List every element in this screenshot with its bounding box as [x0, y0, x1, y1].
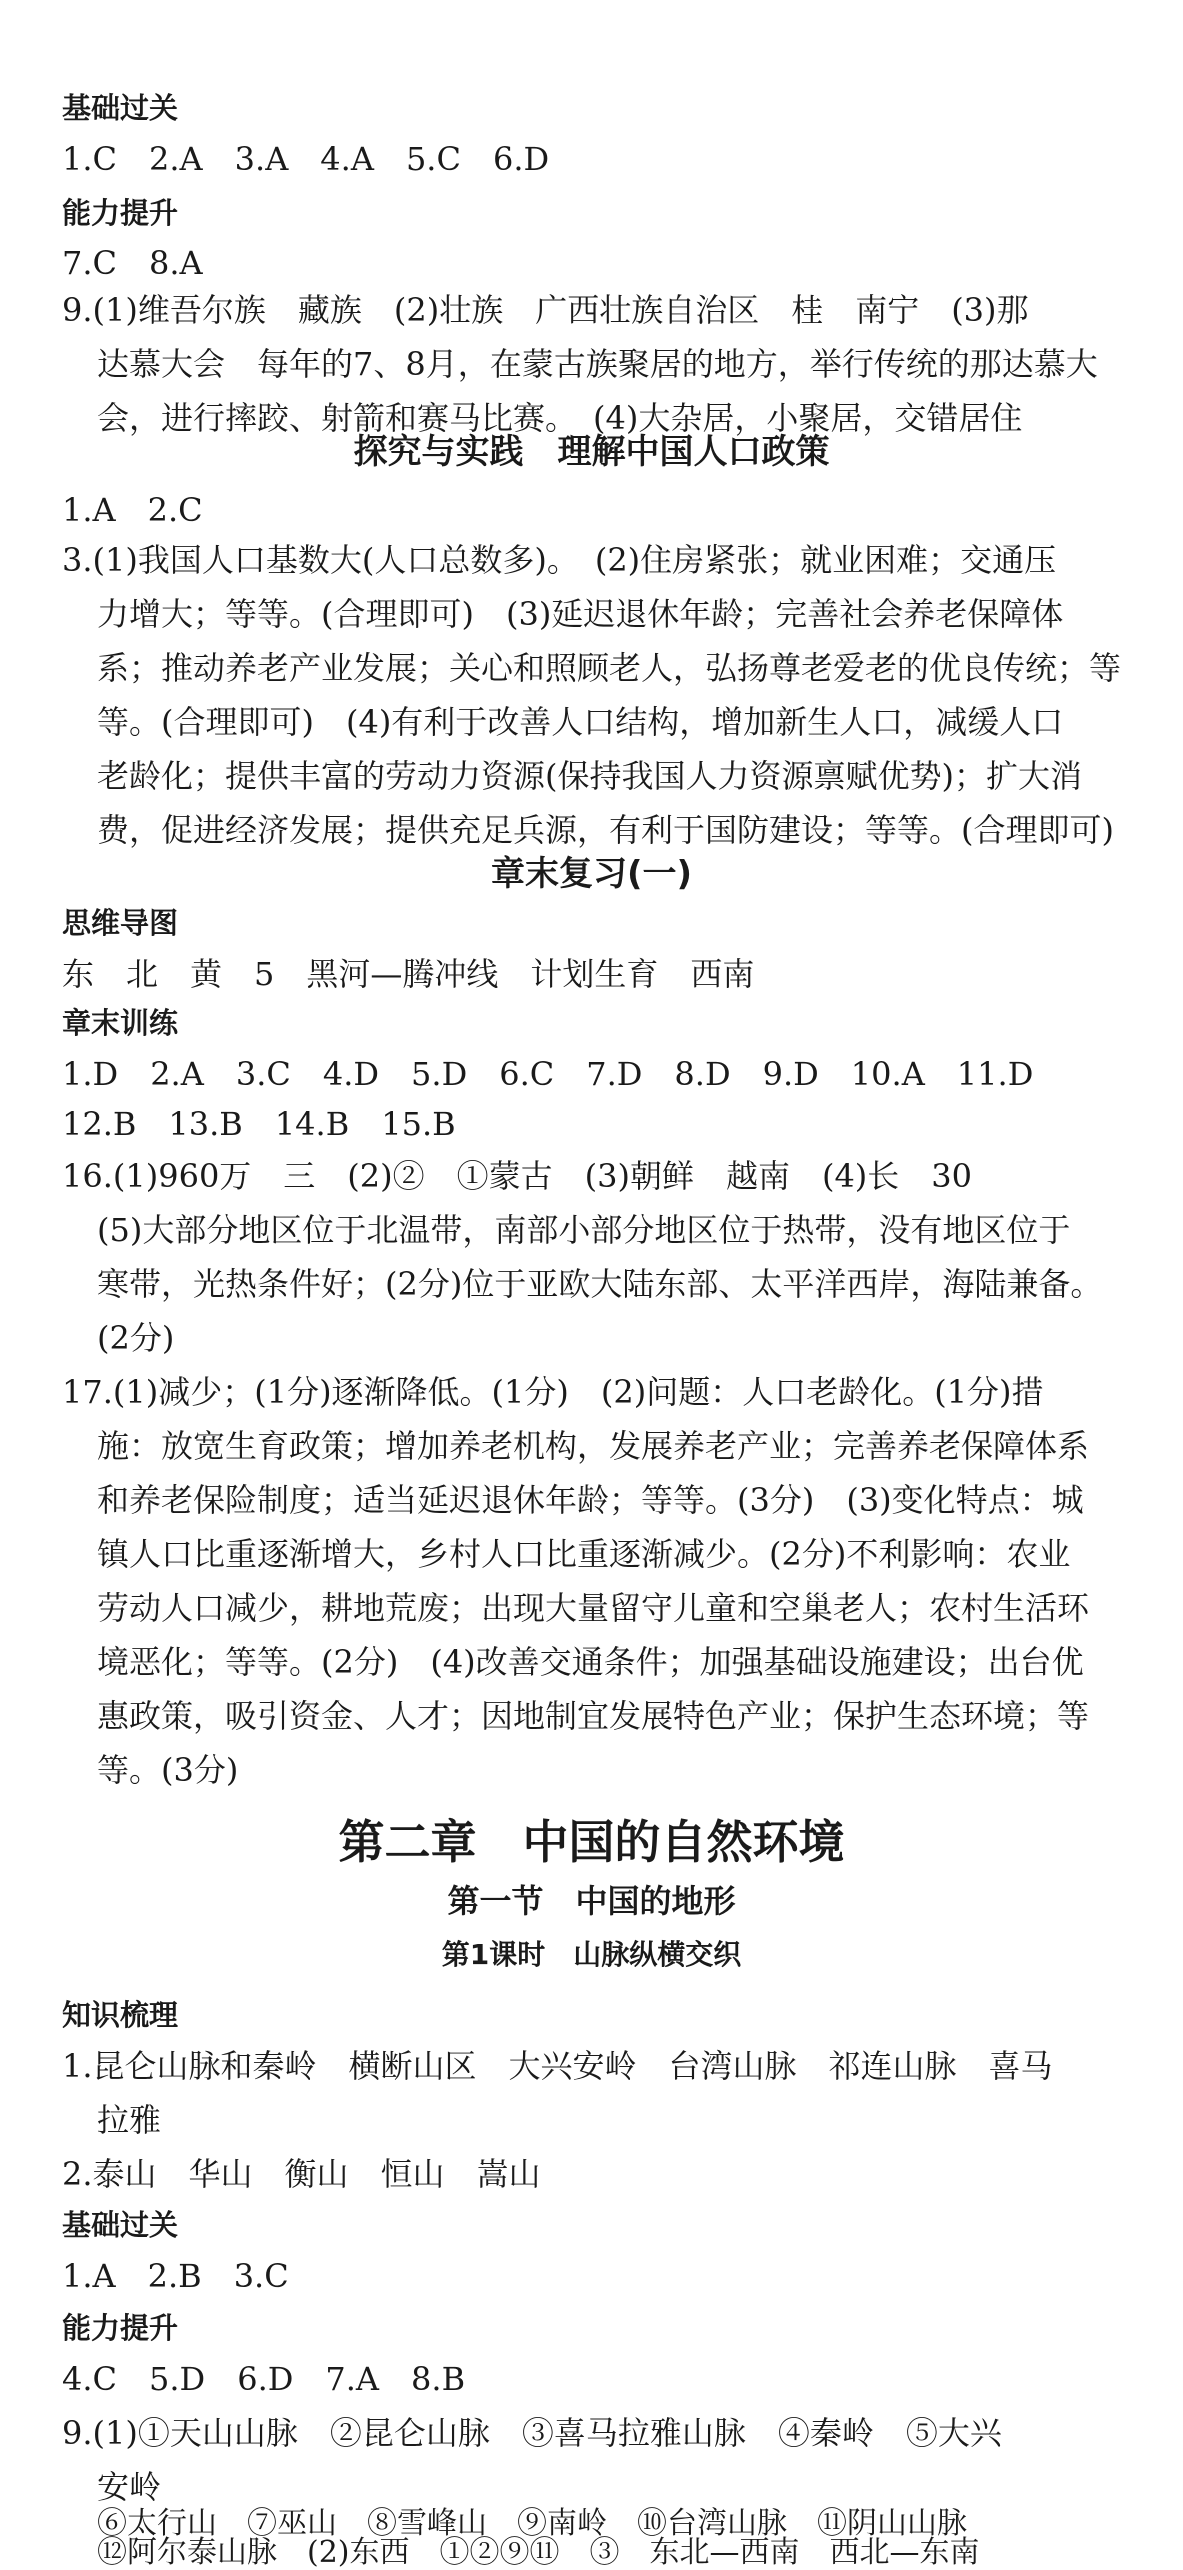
knowledge-1-line-1: 1.昆仑山脉和秦岭 横断山区 大兴安岭 台湾山脉 祁连山脉 喜马 [62, 2047, 1053, 2085]
review-title: 章末复习(一) [490, 854, 693, 894]
training-answers-1: 1.D 2.A 3.C 4.D 5.D 6.C 7.D 8.D 9.D 10.A 11.D [62, 1055, 1034, 1093]
q17-line-4: 镇人口比重逐渐增大，乡村人口比重逐渐减少。(2分)不利影响：农业 [97, 1535, 1071, 1573]
q17-line-3: 和养老保险制度；适当延迟退休年龄；等等。(3分) (3)变化特点：城 [97, 1481, 1084, 1519]
answers-ability: 7.C 8.A [62, 244, 203, 282]
explore-title: 探究与实践 理解中国人口政策 [353, 432, 830, 472]
explore-q3-line-6: 费，促进经济发展；提供充足兵源，有利于国防建设；等等。(合理即可) [97, 811, 1114, 849]
explore-answers: 1.A 2.C [62, 491, 203, 529]
ch2-q9-line-1: 9.(1)①天山山脉 ②昆仑山脉 ③喜马拉雅山脉 ④秦岭 ⑤大兴 [62, 2414, 1002, 2452]
q16-line-1: 16.(1)960万 三 (2)② ①蒙古 (3)朝鲜 越南 (4)长 30 [62, 1157, 973, 1195]
heading-training: 章末训练 [62, 1006, 179, 1040]
explore-q3-line-5: 老龄化；提供丰富的劳动力资源(保持我国人力资源禀赋优势)；扩大消 [97, 757, 1082, 795]
explore-q3-line-2: 力增大；等等。(合理即可) (3)延迟退休年龄；完善社会养老保障体 [97, 595, 1064, 633]
q17-line-8: 等。(3分) [97, 1751, 239, 1789]
answers-basic-2: 1.A 2.B 3.C [62, 2257, 289, 2295]
section-title: 第一节 中国的地形 [447, 1882, 736, 1920]
heading-ability: 能力提升 [62, 196, 179, 230]
knowledge-1-line-2: 拉雅 [97, 2101, 162, 2139]
q16-line-2: (5)大部分地区位于北温带，南部小部分地区位于热带，没有地区位于 [97, 1211, 1071, 1249]
explore-q3-line-3: 系；推动养老产业发展；关心和照顾老人，弘扬尊老爱老的优良传统；等 [97, 649, 1122, 687]
ch2-q9-line-3b: ⑥太行山 ⑦巫山 ⑧雪峰山 ⑨南岭 ⑩台湾山脉 ⑪阴山山脉 [97, 2506, 967, 2541]
lesson-title: 第1课时 山脉纵横交织 [441, 1938, 742, 1971]
chapter-title: 第二章 中国的自然环境 [338, 1815, 845, 1869]
answers-basic: 1.C 2.A 3.A 4.A 5.C 6.D [62, 140, 550, 178]
q9-line-3: 会，进行摔跤、射箭和赛马比赛。 (4)大杂居，小聚居，交错居住 [97, 399, 1023, 437]
ch2-q9-line-2: 安岭 [97, 2468, 162, 2506]
explore-q3-line-1: 3.(1)我国人口基数大(人口总数多)。 (2)住房紧张；就业困难；交通压 [62, 541, 1057, 579]
heading-basic: 基础过关 [62, 91, 179, 125]
q17-line-7: 惠政策，吸引资金、人才；因地制宜发展特色产业；保护生态环境；等 [97, 1697, 1090, 1735]
q17-line-2: 施：放宽生育政策；增加养老机构，发展养老产业；完善养老保障体系 [97, 1427, 1090, 1465]
q9-line-1: 9.(1)维吾尔族 藏族 (2)壮族 广西壮族自治区 桂 南宁 (3)那 [62, 291, 1029, 329]
q17-line-1: 17.(1)减少；(1分)逐渐降低。(1分) (2)问题：人口老龄化。(1分)措 [62, 1373, 1044, 1411]
ch2-q9-line-4: ⑫阿尔泰山脉 (2)东西 ①②⑨⑪ ③ 东北—西南 西北—东南 [97, 2535, 980, 2570]
knowledge-2: 2.泰山 华山 衡山 恒山 嵩山 [62, 2155, 541, 2193]
heading-basic-2: 基础过关 [62, 2208, 179, 2242]
heading-knowledge: 知识梳理 [62, 1998, 179, 2032]
q16-line-3: 寒带，光热条件好；(2分)位于亚欧大陆东部、太平洋西岸，海陆兼备。 [97, 1265, 1103, 1303]
explore-q3-line-4: 等。(合理即可) (4)有利于改善人口结构，增加新生人口，减缓人口 [97, 703, 1064, 741]
heading-mindmap: 思维导图 [62, 906, 179, 940]
answers-ability-2: 4.C 5.D 6.D 7.A 8.B [62, 2360, 466, 2398]
training-answers-2: 12.B 13.B 14.B 15.B [62, 1105, 456, 1143]
mindmap-answers: 东 北 黄 5 黑河—腾冲线 计划生育 西南 [62, 955, 755, 993]
heading-ability-2: 能力提升 [62, 2311, 179, 2345]
q17-line-5: 劳动人口减少，耕地荒废；出现大量留守儿童和空巢老人；农村生活环 [97, 1589, 1090, 1627]
q16-line-4: (2分) [97, 1319, 175, 1357]
q9-line-2: 达慕大会 每年的7、8月，在蒙古族聚居的地方，举行传统的那达慕大 [97, 345, 1098, 383]
q17-line-6: 境恶化；等等。(2分) (4)改善交通条件；加强基础设施建设；出台优 [97, 1643, 1084, 1681]
